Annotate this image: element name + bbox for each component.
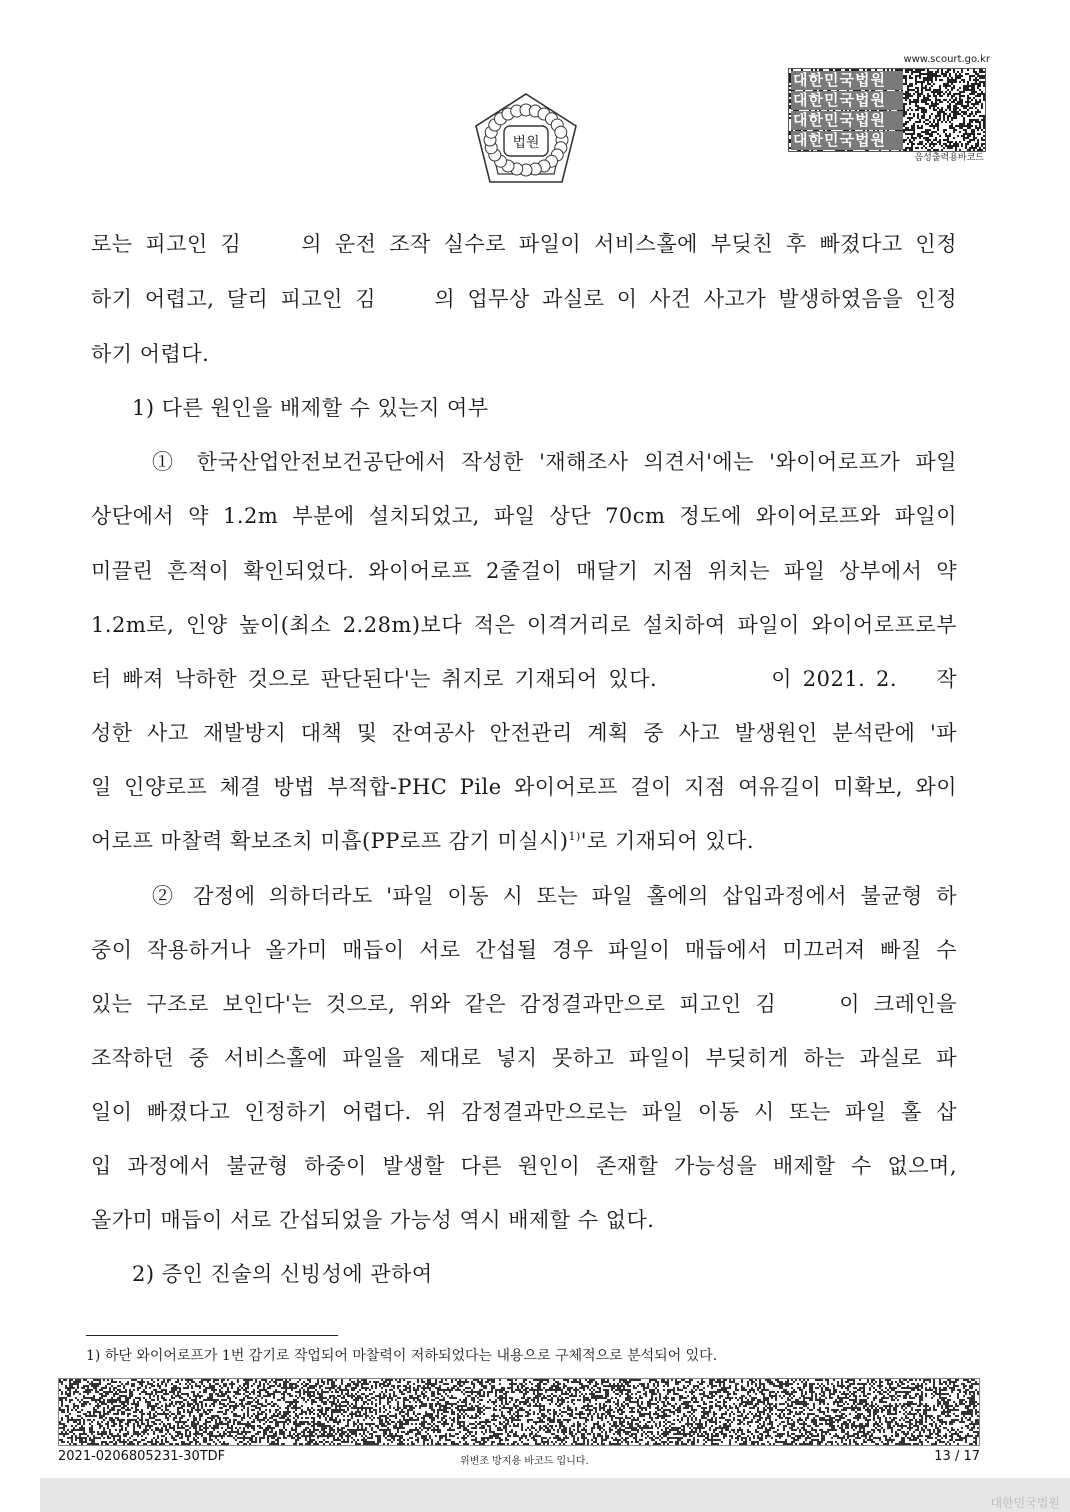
body-line: 하기 어렵고, 달리 피고인 김 의 업무상 과실로 이 사건 사고가 발생하였음을 인정 xyxy=(91,287,957,311)
body-line: 올가미 매듭이 서로 간섭되었을 가능성 역시 배제할 수 없다. xyxy=(91,1208,655,1232)
seal-line: 대한민국법원 xyxy=(791,131,903,150)
section-heading-1: 1) 다른 원인을 배제할 수 있는지 여부 xyxy=(132,396,489,420)
document-id: 2021-0206805231-30TDF xyxy=(58,1449,226,1464)
footnote: 1) 하단 와이어로프가 1번 감기로 작업되어 마찰력이 저하되었다는 내용으로 구체적으로 분석되어 있다. xyxy=(86,1348,718,1364)
body-line: 조작하던 중 서비스홀에 파일을 제대로 넣지 못하고 파일이 부딪히게 하는 과실로 파 xyxy=(91,1046,957,1070)
court-seal xyxy=(791,71,903,151)
body-line-with-footnote xyxy=(91,825,957,857)
forgery-prevention-note: 위변조 방지용 바코드 입니다. xyxy=(460,1456,589,1467)
body-line-text: 어로프 마찰력 확보조치 미흡(PP로프 감기 미실시) xyxy=(91,829,569,853)
body-line: 있는 구조로 보인다'는 것으로, 위와 같은 감정결과만으로 피고인 김 이 크레인을 xyxy=(91,992,957,1016)
section-heading-2: 2) 증인 진술의 신빙성에 관하여 xyxy=(132,1262,433,1286)
body-line: 1.2m로, 인양 높이(최소 2.28m)보다 적은 이격거리로 설치하여 파일이 와이어로프로부 xyxy=(91,613,957,637)
site-url: www.scourt.go.kr xyxy=(903,54,990,65)
body-line: 미끌린 흔적이 확인되었다. 와이어로프 2줄걸이 매달기 지점 위치는 파일 상부에서 약 xyxy=(91,559,957,583)
seal-line: 대한민국법원 xyxy=(791,71,903,90)
court-seal-barcode xyxy=(788,68,986,152)
footnote-marker: 1) xyxy=(568,830,581,843)
seal-line: 대한민국법원 xyxy=(791,111,903,130)
body-line: 터 빠져 낙하한 것으로 판단된다'는 취지로 기재되어 있다. 이 2021. 2. 작 xyxy=(91,667,957,691)
body-line: 일이 빠졌다고 인정하기 어렵다. 위 감정결과만으로는 파일 이동 시 또는 파일 홀 삽 xyxy=(91,1100,957,1124)
body-line: 일 인양로프 체결 방법 부적합-PHC Pile 와이어로프 걸이 지점 여유길이 미확보, 와이 xyxy=(91,775,957,799)
emblem-text: 법원 xyxy=(512,135,540,151)
anti-forgery-barcode-icon xyxy=(58,1378,980,1446)
audio-barcode-label: 음성출력용바코드 xyxy=(914,153,984,163)
body-line: ① 한국산업안전보건공단에서 작성한 '재해조사 의견서'에는 '와이어로프가 파일 xyxy=(152,450,957,474)
body-line-tail: '로 기재되어 있다. xyxy=(580,829,755,853)
footnote-divider xyxy=(86,1335,338,1336)
body-line: 성한 사고 재발방지 대책 및 잔여공사 안전관리 계획 중 사고 발생원인 분석란에 '파 xyxy=(91,721,957,745)
page-number: 13 / 17 xyxy=(934,1449,980,1464)
corner-watermark: 대한민국법원 xyxy=(990,1496,1060,1510)
seal-line: 대한민국법원 xyxy=(791,91,903,110)
court-emblem-icon xyxy=(464,86,588,190)
body-line: 상단에서 약 1.2m 부분에 설치되었고, 파일 상단 70cm 정도에 와이어로프와 파일이 xyxy=(91,504,957,528)
body-line: 중이 작용하거나 올가미 매듭이 서로 간섭될 경우 파일이 매듭에서 미끄러져 빠질 수 xyxy=(91,938,957,962)
body-line: 입 과정에서 불균형 하중이 발생할 다른 원인이 존재할 가능성을 배제할 수 없으며, xyxy=(91,1154,957,1178)
body-line: ② 감정에 의하더라도 '파일 이동 시 또는 파일 홀에의 삽입과정에서 불균형 하 xyxy=(152,884,957,908)
body-line: 하기 어렵다. xyxy=(91,342,210,366)
body-line: 로는 피고인 김 의 운전 조작 실수로 파일이 서비스홀에 부딪친 후 빠졌다고 인정 xyxy=(91,232,957,256)
